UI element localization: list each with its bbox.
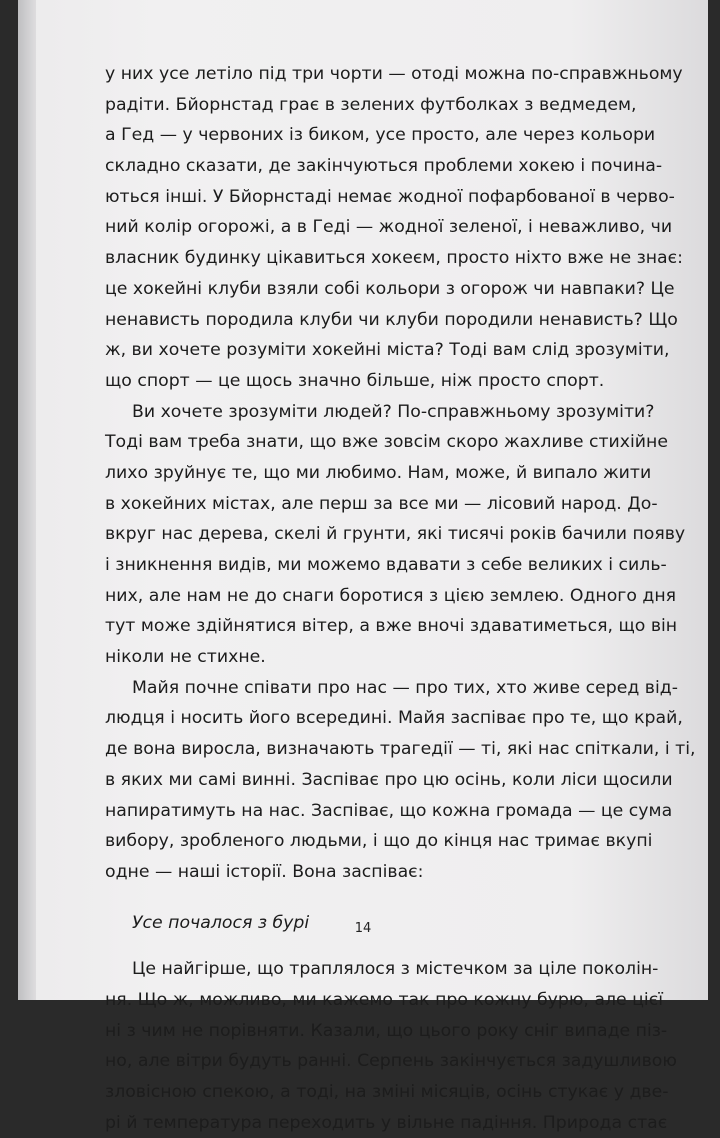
paragraph-4 <box>105 954 677 1138</box>
text-line: Майя почне співати про нас — про тих, хто живе серед від- <box>132 677 678 698</box>
book-page <box>18 0 708 1133</box>
text-line: а Гед — у червоних із биком, усе просто, але через кольори <box>105 125 656 146</box>
text-line: що спорт — це щось значно більше, ніж просто спорт. <box>105 370 605 391</box>
italic-epigraph: Усе почалося з бурі <box>132 912 310 933</box>
text-line: складно сказати, де закінчуються проблеми хокею і почина- <box>105 156 663 177</box>
text-line: вкруг нас дерева, скелі й грунти, які тисячі років бачили появу <box>105 524 686 545</box>
text-line: вибору, зробленого людьми, і що до кінця нас тримає вкупі <box>105 831 653 852</box>
text-line: Це найгірше, що траплялося з містечком за ціле поколін- <box>132 959 659 980</box>
text-line: ніколи не стихне. <box>105 647 266 668</box>
text-line: людця і носить його всередині. Майя заспіває про те, що край, <box>105 708 683 729</box>
text-line: радіти. Бйорнстад грає в зелених футболках з ведмедем, <box>105 94 637 115</box>
text-line: но, але вітри будуть ранні. Серпень закінчується задушливою <box>105 1051 677 1072</box>
text-line: в яких ми самі винні. Заспіває про цю осінь, коли ліси щосили <box>105 769 673 790</box>
section-gap <box>105 888 611 908</box>
page-edge <box>18 0 36 1000</box>
text-line: тут може здійнятися вітер, а вже вночі здаватиметься, що він <box>105 616 678 637</box>
text-line: де вона виросла, визначають трагедії — ті, які нас спіткали, і ті, <box>105 739 696 760</box>
text-line: у них усе летіло під три чорти — отоді можна по-справжньому <box>105 64 683 84</box>
text-line: одне — наші історії. Вона заспіває: <box>105 861 424 882</box>
text-line: ються інші. У Бйорнстаді немає жодної пофарбованої в черво- <box>105 186 675 207</box>
text-line: них, але нам не до снаги боротися з цією землею. Одного дня <box>105 585 677 606</box>
text-line: Ви хочете зрозуміти людей? По-справжньому зрозуміти? <box>132 401 655 422</box>
body-text <box>105 59 696 1138</box>
text-line: лихо зруйнує те, що ми любимо. Нам, може, й випало жити <box>105 462 652 483</box>
text-line: ний колір огорожі, а в Геді — жодної зеленої, і неважливо, чи <box>105 217 673 238</box>
paragraph-1 <box>105 59 683 397</box>
text-line: ж, ви хочете розуміти хокейні міста? Тоді вам слід зрозуміти, <box>105 340 670 361</box>
page-number: 14 <box>354 921 372 936</box>
text-line: в хокейних містах, але перш за все ми — лісовий народ. До- <box>105 493 658 514</box>
text-line: власник будинку цікавиться хокеєм, просто ніхто вже не знає: <box>105 248 683 269</box>
text-line: ненависть породила клуби чи клуби породили ненависть? Що <box>105 309 678 330</box>
text-line: і зникнення видів, ми можемо вдавати з себе великих і силь- <box>105 555 667 575</box>
paragraph-3 <box>105 673 696 888</box>
text-line: рі й температура переходить у вільне падіння. Природа стає <box>105 1112 668 1133</box>
text-line: це хокейні клуби взяли собі кольори з огорож чи навпаки? Це <box>105 278 675 299</box>
paragraph-2 <box>105 397 686 673</box>
text-line: зловісною спекою, а тоді, на зміні місяців, осінь стукає у две- <box>105 1082 669 1102</box>
text-line: напиратимуть на нас. Заспіває, що кожна громада — це сума <box>105 800 673 821</box>
text-line: ні з чим не порівняти. Казали, що цього року сніг випаде піз- <box>105 1020 668 1041</box>
section-gap <box>105 938 611 954</box>
text-line: Тоді вам треба знати, що вже зовсім скоро жахливе стихійне <box>105 432 668 453</box>
text-line: ня. Що ж, можливо, ми кажемо так про кожну бурю, але цієї <box>105 989 664 1010</box>
